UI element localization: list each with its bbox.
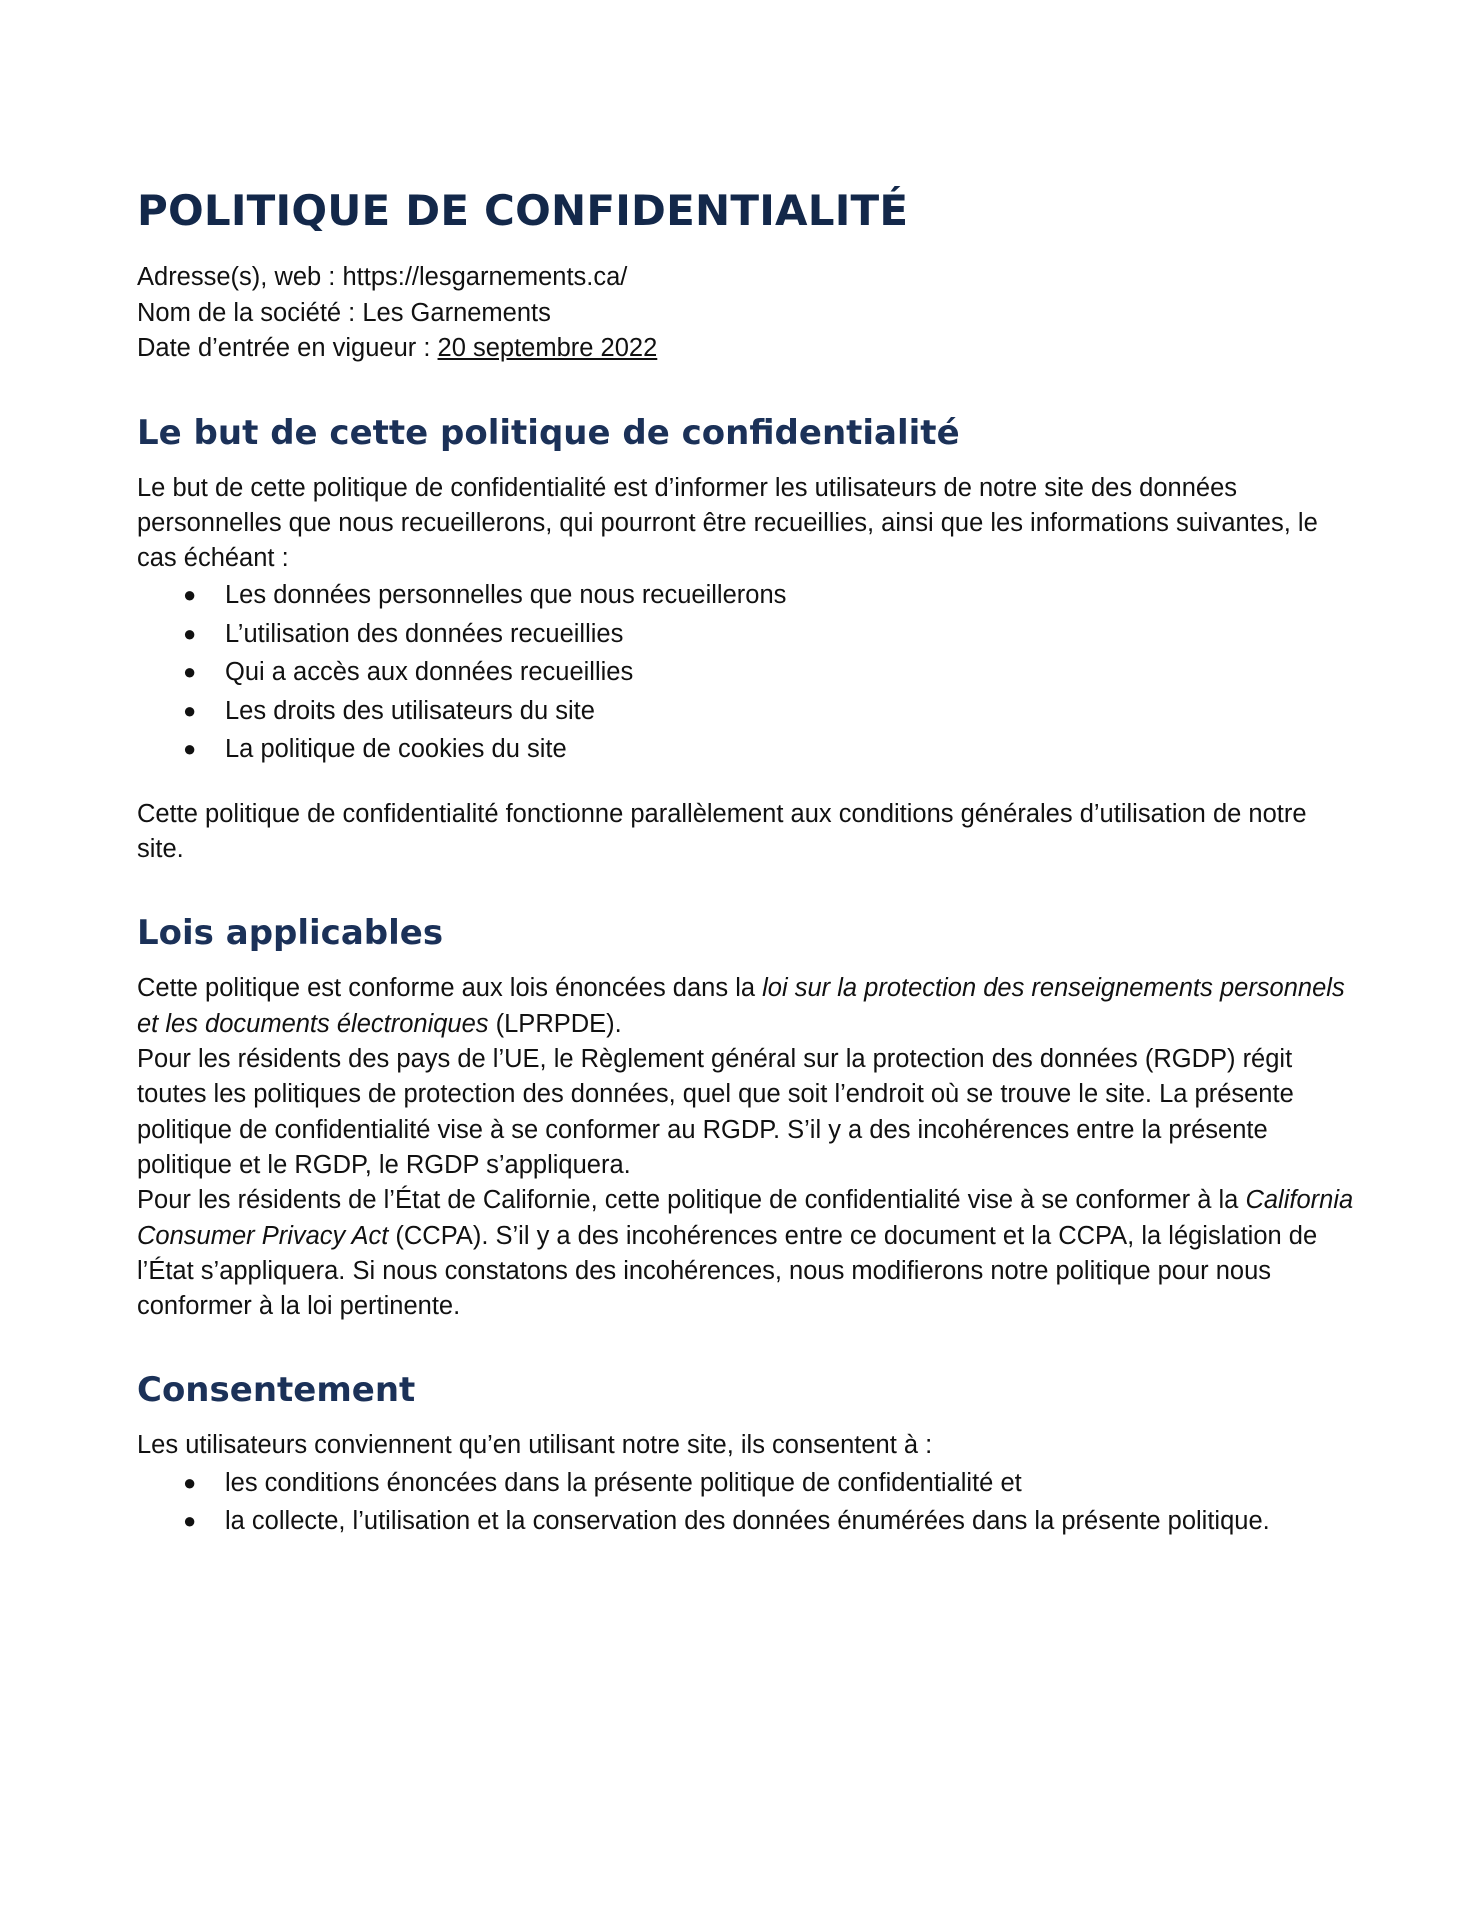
bullet-icon: ●	[183, 659, 197, 685]
consent-intro: Les utilisateurs conviennent qu’en utilisant notre site, ils consentent à :	[137, 1431, 933, 1460]
list-item	[183, 576, 1357, 615]
bullet-icon: ●	[183, 1508, 197, 1534]
bullet-icon: ●	[183, 582, 197, 608]
laws-paragraph-2: Pour les résidents des pays de l’UE, le Règlement général sur la protection des données (RGDP) régit toutes les politiques de protection des données, quel que soit l’endroit où se trouve le site. La présente politique de confidentialité vise à se conformer au RGDP. S’il y a des incohérences entre la présente politique et le RGDP, le RGDP s’appliquera.	[137, 1045, 1294, 1179]
laws-p3-text: Pour les résidents de l’État de Californie, cette politique de confidentialité vise à se conformer à la	[137, 1186, 1246, 1215]
consent-list	[137, 1464, 1357, 1541]
purpose-closing: Cette politique de confidentialité fonctionne parallèlement aux conditions générales d’utilisation de notre site.	[137, 799, 1307, 864]
section-title-purpose: Le but de cette politique de confidentialité	[137, 412, 960, 453]
laws-p3-italic: California Consumer Privacy Act	[137, 1186, 1354, 1250]
meta-company-value: Les Garnements	[362, 298, 551, 327]
document-meta	[137, 260, 1357, 367]
purpose-intro: Le but de cette politique de confidentialité est d’informer les utilisateurs de notre site des données personnelles que nous recueillerons, qui pourront être recueillies, ainsi que les informations suivantes, le cas échéant :	[137, 473, 1318, 573]
section-title-consent: Consentement	[137, 1370, 416, 1411]
list-item	[183, 653, 1357, 692]
list-item-text: Les droits des utilisateurs du site	[225, 696, 595, 725]
section-title-laws: Lois applicables	[137, 913, 444, 954]
laws-p1-after: (LPRPDE).	[488, 1009, 622, 1038]
meta-address-label: Adresse(s), web :	[137, 263, 343, 291]
bullet-icon: ●	[183, 620, 197, 646]
list-item-text: la collecte, l’utilisation et la conservation des données énumérées dans la présente politique.	[225, 1507, 1270, 1536]
document-page	[137, 182, 1357, 1541]
list-item	[183, 730, 1357, 769]
meta-company-label: Nom de la société :	[137, 298, 363, 327]
laws-paragraph-1	[137, 971, 1357, 1042]
laws-p1-italic: loi sur la protection des renseignements personnels et les documents électroniques	[137, 974, 1345, 1038]
meta-company	[137, 296, 1357, 332]
list-item-text: Qui a accès aux données recueillies	[225, 658, 634, 687]
list-item	[183, 1502, 1357, 1541]
meta-date-value: 20 septembre 2022	[437, 334, 658, 362]
list-item-text: L’utilisation des données recueillies	[225, 619, 624, 648]
meta-date-label: Date d’entrée en vigueur :	[137, 334, 438, 362]
laws-paragraph-3	[137, 1183, 1357, 1324]
purpose-list	[137, 576, 1357, 769]
list-item-text: Les données personnelles que nous recueillerons	[225, 581, 787, 610]
list-item	[183, 615, 1357, 654]
list-item	[183, 1464, 1357, 1503]
bullet-icon: ●	[183, 697, 197, 723]
meta-address	[137, 260, 1357, 296]
meta-date	[137, 331, 1357, 367]
list-item	[183, 692, 1357, 731]
document-title: POLITIQUE DE CONFIDENTIALITÉ	[137, 186, 909, 235]
laws-p3-after: (CCPA). S’il y a des incohérences entre ce document et la CCPA, la législation de l’État s’appliquera. Si nous constatons des incohérences, nous modifierons notre politique pour nous conformer à la loi pertinente.	[137, 1221, 1318, 1321]
meta-address-value: https://lesgarnements.ca/	[342, 263, 628, 291]
list-item-text: les conditions énoncées dans la présente politique de confidentialité et	[225, 1468, 1022, 1497]
laws-p1-text: Cette politique est conforme aux lois énoncées dans la	[137, 974, 763, 1003]
bullet-icon: ●	[183, 736, 197, 762]
list-item-text: La politique de cookies du site	[225, 735, 567, 764]
bullet-icon: ●	[183, 1469, 197, 1495]
